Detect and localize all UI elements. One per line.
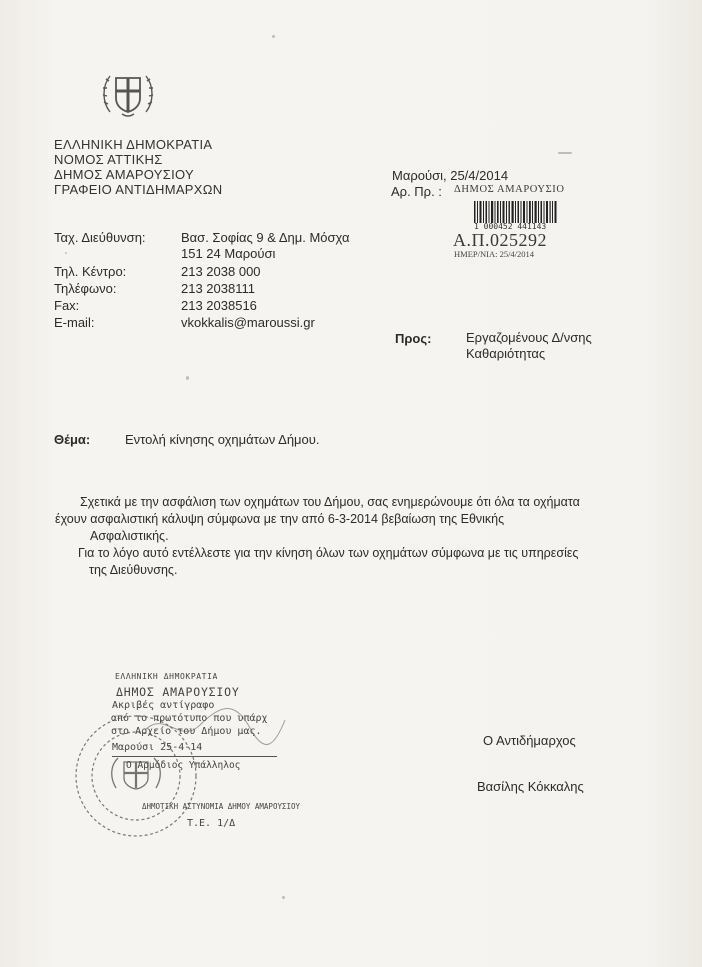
fax-value: 213 2038516 xyxy=(181,298,257,313)
subject-text: Εντολή κίνησης οχημάτων Δήμου. xyxy=(125,432,320,447)
recipient-line: Εργαζομένους Δ/νσης xyxy=(466,330,592,345)
protocol-date: ΗΜΕΡ/ΝΙΑ: 25/4/2014 xyxy=(454,249,535,259)
contact-label: Fax: xyxy=(54,298,80,313)
scan-speck xyxy=(558,152,572,154)
contact-label: Τηλ. Κέντρο: xyxy=(54,264,127,279)
address-value: Βασ. Σοφίας 9 & Δημ. Μόσχα xyxy=(181,230,350,245)
body-line: Για το λόγο αυτό εντέλλεστε για την κίνηση όλων των οχημάτων σύμφωνα με τις υπηρεσίες xyxy=(78,546,579,560)
scan-speck xyxy=(65,252,67,254)
date-line: Μαρούσι, 25/4/2014 xyxy=(392,168,509,183)
body-line: έχουν ασφαλιστική κάλυψη σύμφωνα με την από 6-3-2014 βεβαίωση της Εθνικής xyxy=(55,512,505,526)
protocol-label: Αρ. Πρ. : xyxy=(391,184,442,199)
recipient-line: Καθαριότητας xyxy=(466,346,546,361)
contact-label: E-mail: xyxy=(54,315,95,330)
header-line: ΔΗΜΟΣ ΑΜΑΡΟΥΣΙΟΥ xyxy=(54,167,194,182)
copy-stamp-line: Ο Αρμόδιος Υπάλληλος xyxy=(126,760,241,771)
header-line: ΕΛΛΗΝΙΚΗ ΔΗΜΟΚΡΑΤΙΑ xyxy=(54,137,213,152)
copy-stamp-line: στο Αρχείο του Δήμου μας. xyxy=(111,726,262,737)
signatory-title: Ο Αντιδήμαρχος xyxy=(483,733,576,748)
switchboard-value: 213 2038 000 xyxy=(181,264,261,279)
header-line: ΓΡΑΦΕΙΟ ΑΝΤΙΔΗΜΑΡΧΩΝ xyxy=(54,182,223,197)
scan-speck xyxy=(282,896,285,899)
body-paragraph-2 xyxy=(78,545,578,562)
barcode-number: 1 000452 441143 xyxy=(474,222,547,231)
body-line: Σχετικά με την ασφάλιση των οχημάτων του Δήμου, σας ενημερώνουμε ότι όλα τα οχήματα xyxy=(80,495,580,509)
body-paragraph-1-cont xyxy=(55,511,504,545)
recipient-block xyxy=(466,330,592,362)
body-paragraph-2-cont xyxy=(55,562,177,579)
copy-stamp-line: από το πρωτότυπο που υπάρχ xyxy=(111,713,268,724)
signatory-name: Βασίλης Κόκκαλης xyxy=(477,779,584,794)
seal-text: ΔΗΜΟΤΙΚΗ ΑΣΤΥΝΟΜΙΑ ΔΗΜΟΥ ΑΜΑΡΟΥΣΙΟΥ xyxy=(142,802,301,811)
body-paragraph-1 xyxy=(80,494,580,511)
contact-values xyxy=(181,230,350,331)
postal-value: 151 24 Μαρούσι xyxy=(181,246,276,261)
copy-stamp-line: ΔΗΜΟΣ ΑΜΑΡΟΥΣΙΟΥ xyxy=(116,685,240,699)
recipient-label: Προς: xyxy=(395,331,432,346)
contact-labels xyxy=(54,230,146,331)
barcode xyxy=(473,201,559,223)
header-block xyxy=(54,137,222,197)
body-line: της Διεύθυνσης. xyxy=(89,563,178,577)
copy-stamp-line: Ακριβές αντίγραφο xyxy=(112,700,215,711)
scan-speck xyxy=(186,376,189,380)
subject-label: Θέμα: xyxy=(54,432,91,447)
scan-speck xyxy=(272,35,275,38)
signature-scribble xyxy=(140,690,290,760)
seal-dept: Τ.Ε. 1/Δ xyxy=(187,818,236,829)
copy-stamp-date: Μαρούσι 25-4-14 xyxy=(112,742,203,753)
header-line: ΝΟΜΟΣ ΑΤΤΙΚΗΣ xyxy=(54,152,163,167)
contact-label: Ταχ. Διεύθυνση: xyxy=(54,230,146,245)
greek-coat-of-arms-icon xyxy=(98,64,158,124)
phone-value: 213 2038111 xyxy=(181,281,255,296)
protocol-stamp-name: ΔΗΜΟΣ ΑΜΑΡΟΥΣΙΟ xyxy=(454,184,565,195)
body-line: Ασφαλιστικής. xyxy=(90,529,169,543)
email-link[interactable]: vkokkalis@maroussi.gr xyxy=(181,315,315,330)
copy-stamp-line: ΕΛΛΗΝΙΚΗ ΔΗΜΟΚΡΑΤΙΑ xyxy=(115,672,218,681)
contact-label xyxy=(54,246,146,262)
protocol-number: Α.Π.025292 xyxy=(453,230,547,250)
contact-label: Τηλέφωνο: xyxy=(54,281,117,296)
